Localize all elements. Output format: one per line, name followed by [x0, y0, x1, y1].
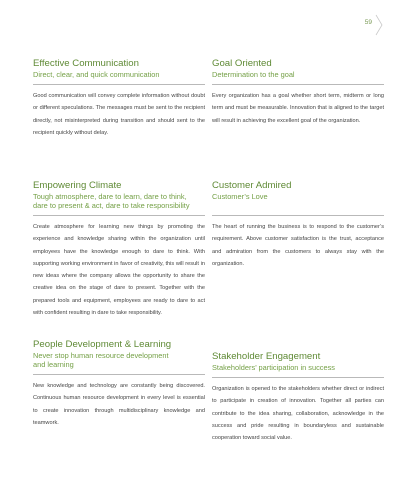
section-subtitle: Direct, clear, and quick communication	[33, 70, 160, 79]
section-subtitle: Customer’s Love	[212, 192, 268, 201]
page-number: 59	[364, 19, 372, 26]
section-divider	[212, 215, 384, 216]
section-title: Empowering Climate	[33, 180, 122, 191]
section-divider	[33, 84, 205, 85]
section-people-development	[33, 339, 205, 429]
section-body: The heart of running the business is to respond to the customer’s requirement. Above customer satisfaction is the trust, acceptance and admiration from the customers to always stay with the organization.	[212, 224, 384, 267]
section-title: People Development & Learning	[33, 339, 172, 350]
section-customer-admired	[212, 180, 384, 270]
section-title: Goal Oriented	[212, 58, 272, 69]
section-divider	[33, 215, 205, 216]
section-title: Stakeholder Engagement	[212, 351, 321, 362]
section-body: Good communication will convey complete information without doubt or different speculations. The messages must be sent to the recipient directly, not misinterpreted during transition and should sent to the recipient quickly without delay.	[33, 93, 205, 136]
section-stakeholder-engagement	[212, 351, 384, 444]
section-body: New knowledge and technology are constantly being discovered. Continuous human resource development in every level is essential to create innovation through multidisciplinary knowledge and teamwork.	[33, 383, 205, 426]
section-divider	[212, 377, 384, 378]
section-title: Effective Communication	[33, 58, 139, 69]
section-empowering-climate	[33, 180, 205, 319]
section-body: Organization is opened to the stakeholders whether direct or indirect to participate in creation of innovation. Together all parties can contribute to the idea sharing, collaboration, acknowledge in the success and pride resulting in boundaryless and sustainable cooperation toward social value.	[212, 386, 384, 442]
section-subtitle: Determination to the goal	[212, 70, 295, 79]
section-subtitle: Stakeholders’ participation in success	[212, 363, 335, 372]
section-body: Create atmosphere for learning new things by promoting the experience and knowledge sharing within the organization until employees have the knowledge enough to dare to think. With supporting working environment in favor of creativity, this will result in new ideas where the company allows the opportunity to share the creative idea on the stage of dare to present. Together with the prepared tools and equipment, employees are ready to dare to act with confident resulting in dare to take responsibility.	[33, 224, 205, 317]
section-divider	[33, 374, 205, 375]
section-divider	[212, 84, 384, 85]
section-effective-communication	[33, 58, 205, 139]
section-subtitle: Never stop human resource development and learning	[33, 351, 169, 369]
section-body: Every organization has a goal whether short term, midterm or long term and must be measurable. Innovation that is aligned to the target will result in achieving the excellent goal of the organization.	[212, 93, 384, 124]
section-goal-oriented	[212, 58, 384, 127]
section-title: Customer Admired	[212, 180, 292, 191]
section-subtitle: Tough atmosphere, dare to learn, dare to think, dare to present & act, dare to take responsibility	[33, 192, 190, 210]
